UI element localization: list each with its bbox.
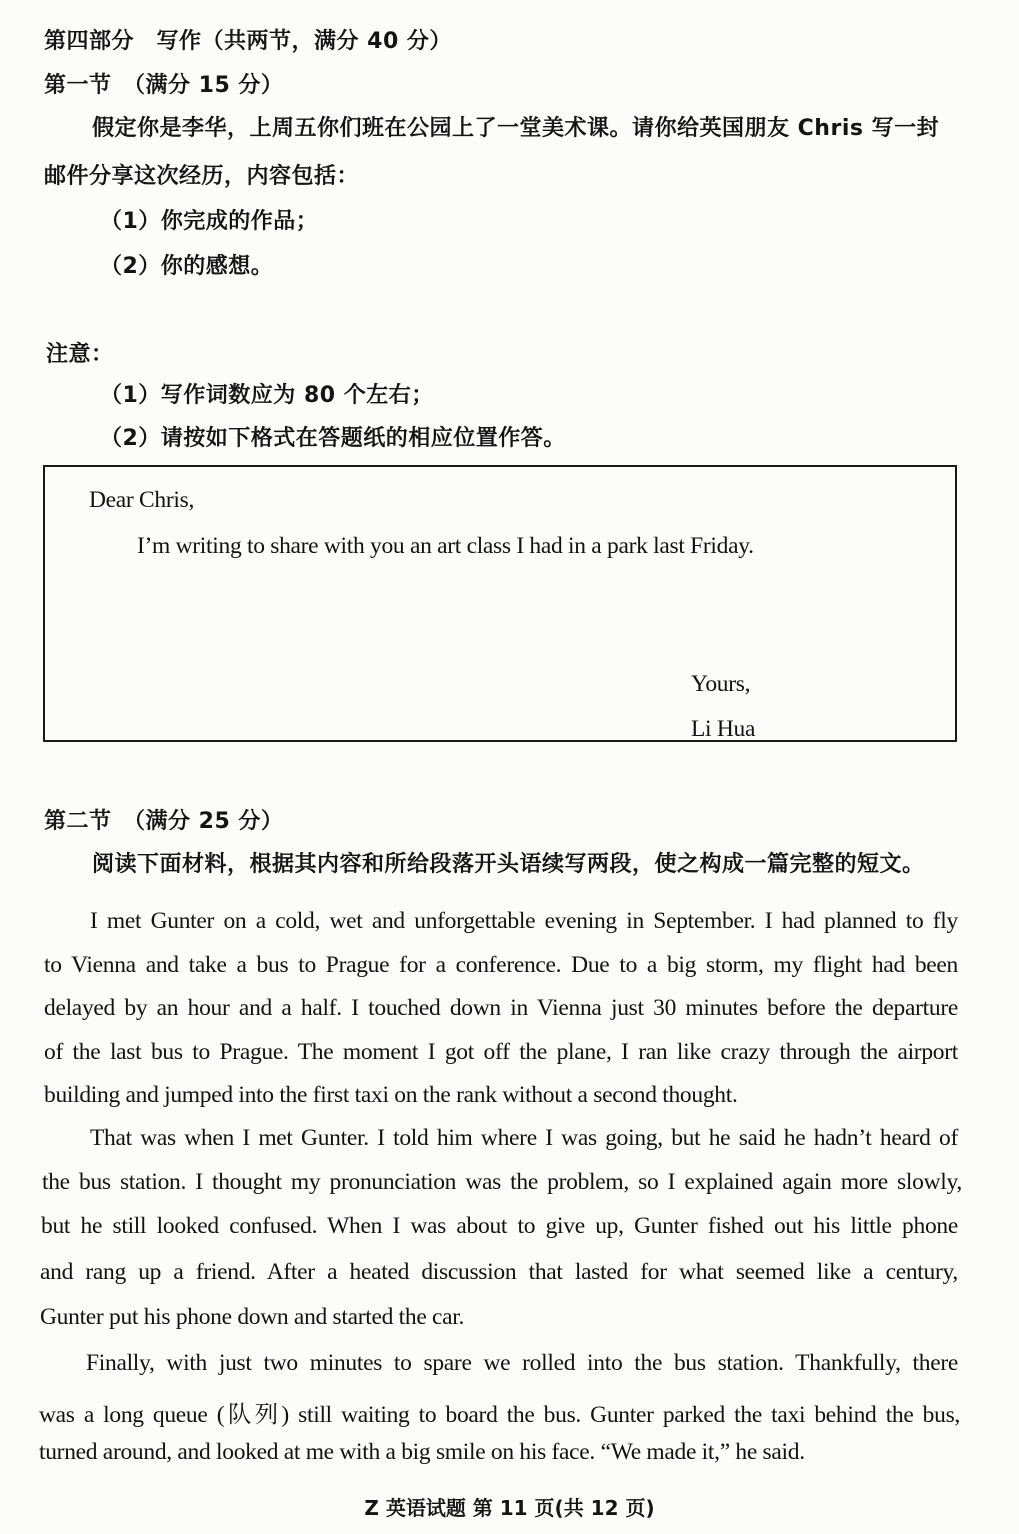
passage-line: the bus station. I thought my pronunciation was the problem, so I explained again more slowly,: [42, 1169, 962, 1195]
section1-prompt-line-2: 邮件分享这次经历，内容包括：: [44, 164, 360, 189]
passage-line: delayed by an hour and a half. I touched down in Vienna just 30 minutes before the departure: [44, 995, 958, 1021]
passage-line: of the last bus to Prague. The moment I got off the plane, I ran like crazy through the airport: [44, 1039, 958, 1065]
section1-title: 第一节 （满分 15 分）: [44, 73, 284, 98]
section1-prompt-line-1: 假定你是李华，上周五你们班在公园上了一堂美术课。请你给英国朋友 Chris 写一封: [92, 116, 940, 141]
passage-line: That was when I met Gunter. I told him where I was going, but he said he hadn’t heard of: [90, 1125, 958, 1151]
passage-line: I met Gunter on a cold, wet and unforgettable evening in September. I had planned to fly: [90, 908, 958, 934]
note-1: （1）写作词数应为 80 个左右；: [100, 383, 434, 408]
letter-opening: I’m writing to share with you an art class I had in a park last Friday.: [137, 533, 754, 559]
content-point-2: （2）你的感想。: [100, 254, 274, 279]
passage-line: to Vienna and take a bus to Prague for a conference. Due to a big storm, my flight had been: [44, 952, 958, 978]
part-title: 第四部分 写作（共两节，满分 40 分）: [44, 29, 452, 54]
section2-title: 第二节 （满分 25 分）: [44, 809, 284, 834]
letter-signature: Li Hua: [691, 716, 756, 742]
letter-format-box: [43, 465, 957, 742]
passage-line: Finally, with just two minutes to spare we rolled into the bus station. Thankfully, there: [86, 1350, 958, 1376]
passage-line: and rang up a friend. After a heated discussion that lasted for what seemed like a century,: [40, 1259, 958, 1285]
passage-line: but he still looked confused. When I was about to give up, Gunter fished out his little phone: [41, 1213, 958, 1239]
notes-label: 注意：: [46, 342, 114, 367]
note-2: （2）请按如下格式在答题纸的相应位置作答。: [100, 426, 566, 451]
passage-line: building and jumped into the first taxi on the rank without a second thought.: [44, 1082, 738, 1108]
passage-line: Gunter put his phone down and started the car.: [40, 1304, 465, 1330]
section2-instruction: 阅读下面材料，根据其内容和所给段落开头语续写两段，使之构成一篇完整的短文。: [92, 852, 925, 877]
letter-closing: Yours,: [691, 671, 751, 697]
page-footer: Z 英语试题 第 11 页(共 12 页): [364, 1496, 655, 1520]
passage-line: was a long queue (队列) still waiting to board the bus. Gunter parked the taxi behind the bus,: [39, 1402, 960, 1428]
content-point-1: （1）你完成的作品；: [100, 209, 319, 234]
letter-salutation: Dear Chris,: [89, 487, 195, 513]
passage-line: turned around, and looked at me with a big smile on his face. “We made it,” he said.: [39, 1439, 805, 1465]
